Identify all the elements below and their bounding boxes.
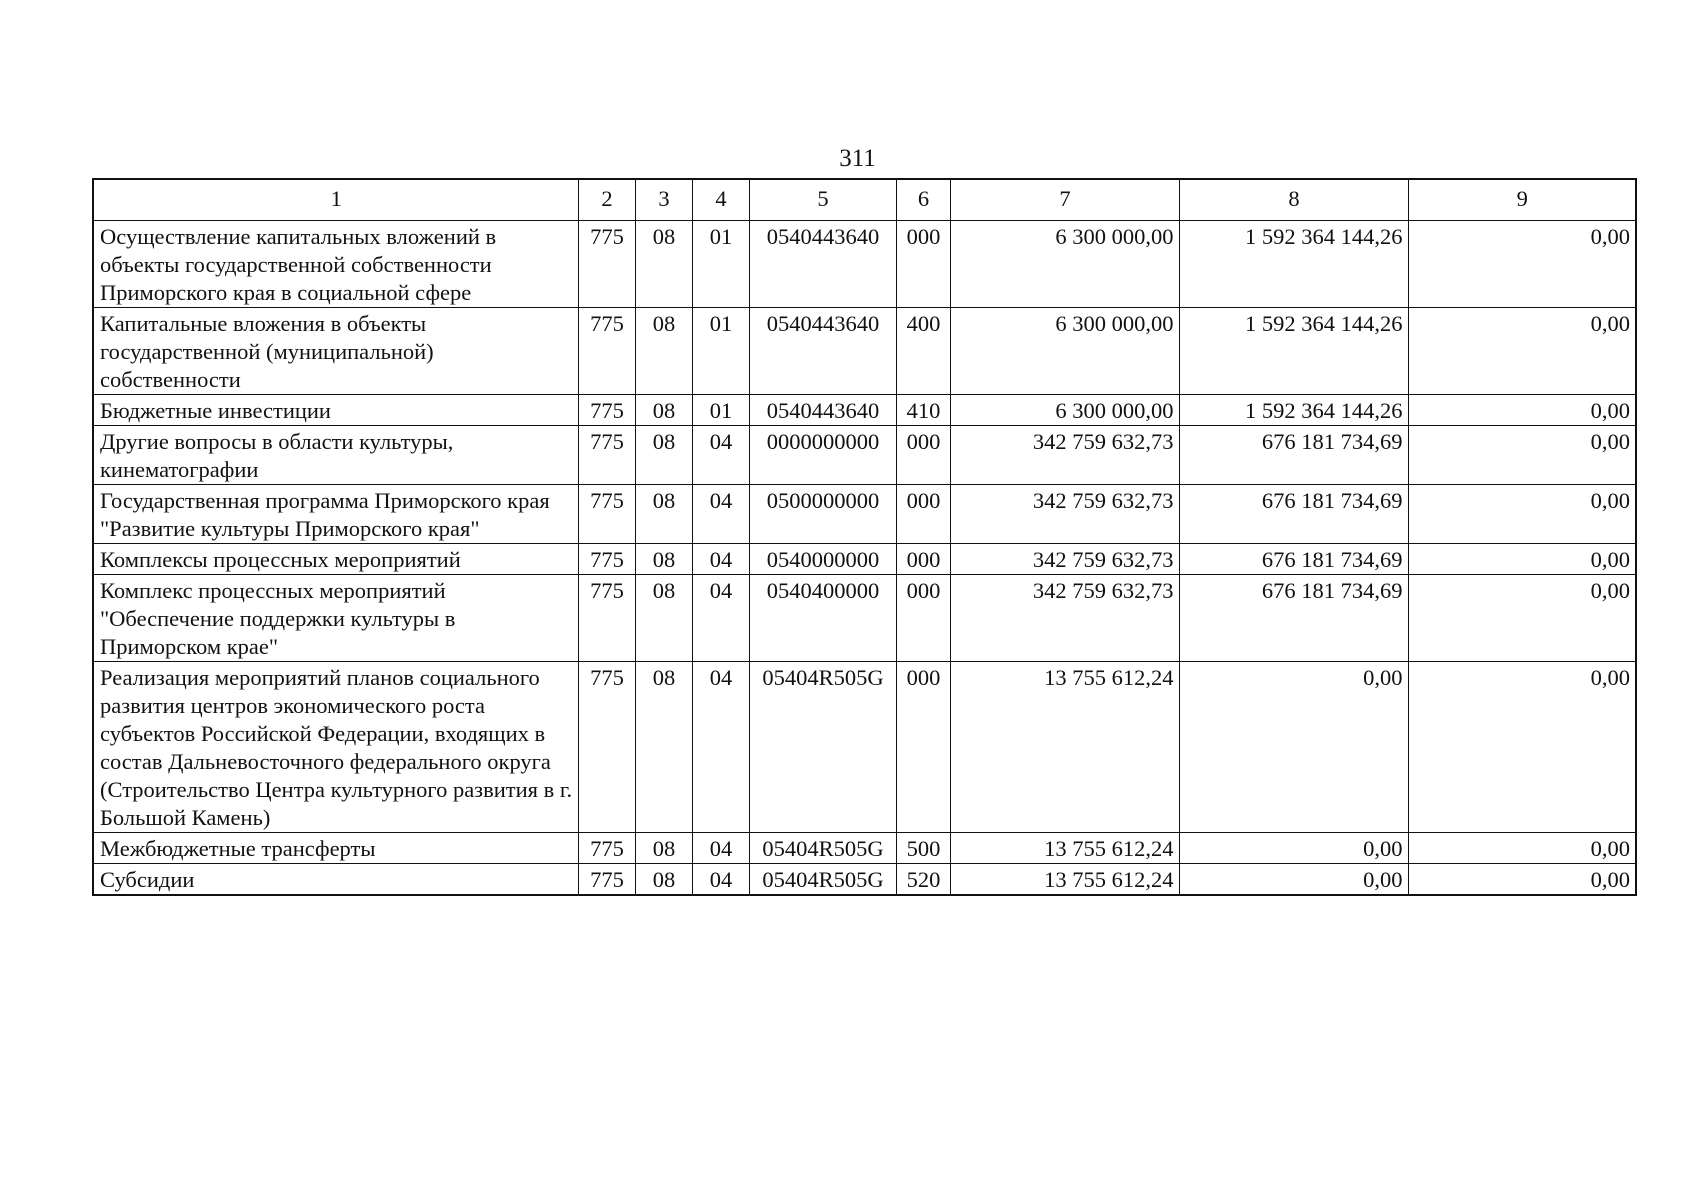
table-row [93, 308, 1636, 395]
cell-amount-9: 0,00 [1408, 308, 1636, 395]
cell-expense-type: 000 [896, 575, 950, 662]
cell-expense-type: 000 [896, 221, 950, 308]
cell-ministry-code: 775 [578, 833, 635, 864]
cell-amount-8: 676 181 734,69 [1179, 544, 1408, 575]
cell-amount-8: 0,00 [1179, 662, 1408, 833]
row-name: Бюджетные инвестиции [93, 395, 578, 426]
cell-section-code: 08 [635, 544, 692, 575]
cell-subsection-code: 04 [692, 485, 749, 544]
cell-amount-8: 1 592 364 144,26 [1179, 395, 1408, 426]
cell-amount-9: 0,00 [1408, 485, 1636, 544]
cell-amount-7: 342 759 632,73 [950, 544, 1179, 575]
cell-section-code: 08 [635, 426, 692, 485]
cell-amount-9: 0,00 [1408, 575, 1636, 662]
cell-subsection-code: 04 [692, 864, 749, 896]
header-row [93, 179, 1636, 221]
cell-amount-7: 6 300 000,00 [950, 221, 1179, 308]
row-name: Другие вопросы в области культуры, кинематографии [93, 426, 578, 485]
table-row [93, 833, 1636, 864]
page-number: 311 [839, 145, 876, 172]
cell-expense-type: 000 [896, 544, 950, 575]
cell-subsection-code: 04 [692, 662, 749, 833]
cell-target-code: 05404R505G [749, 833, 896, 864]
cell-ministry-code: 775 [578, 575, 635, 662]
cell-subsection-code: 01 [692, 395, 749, 426]
column-header: 4 [692, 179, 749, 221]
cell-target-code: 0000000000 [749, 426, 896, 485]
cell-subsection-code: 01 [692, 308, 749, 395]
cell-amount-7: 13 755 612,24 [950, 833, 1179, 864]
cell-target-code: 0540443640 [749, 395, 896, 426]
cell-amount-7: 342 759 632,73 [950, 575, 1179, 662]
cell-section-code: 08 [635, 221, 692, 308]
cell-target-code: 0540000000 [749, 544, 896, 575]
table-row [93, 662, 1636, 833]
cell-amount-8: 676 181 734,69 [1179, 426, 1408, 485]
cell-section-code: 08 [635, 575, 692, 662]
table-row [93, 485, 1636, 544]
cell-ministry-code: 775 [578, 864, 635, 896]
cell-amount-7: 342 759 632,73 [950, 485, 1179, 544]
table-row [93, 575, 1636, 662]
budget-table [92, 178, 1637, 896]
cell-section-code: 08 [635, 395, 692, 426]
column-header: 7 [950, 179, 1179, 221]
cell-amount-7: 13 755 612,24 [950, 662, 1179, 833]
column-header: 5 [749, 179, 896, 221]
cell-ministry-code: 775 [578, 426, 635, 485]
column-header: 8 [1179, 179, 1408, 221]
cell-subsection-code: 04 [692, 833, 749, 864]
cell-amount-9: 0,00 [1408, 864, 1636, 896]
cell-amount-8: 0,00 [1179, 833, 1408, 864]
column-header: 2 [578, 179, 635, 221]
table-row [93, 395, 1636, 426]
table-row [93, 864, 1636, 896]
cell-section-code: 08 [635, 662, 692, 833]
cell-expense-type: 400 [896, 308, 950, 395]
table-row [93, 221, 1636, 308]
column-header: 3 [635, 179, 692, 221]
cell-expense-type: 000 [896, 485, 950, 544]
cell-ministry-code: 775 [578, 395, 635, 426]
cell-amount-9: 0,00 [1408, 426, 1636, 485]
cell-section-code: 08 [635, 308, 692, 395]
cell-amount-8: 676 181 734,69 [1179, 575, 1408, 662]
cell-target-code: 0500000000 [749, 485, 896, 544]
column-header: 9 [1408, 179, 1636, 221]
table-row [93, 426, 1636, 485]
cell-ministry-code: 775 [578, 308, 635, 395]
cell-amount-9: 0,00 [1408, 544, 1636, 575]
cell-expense-type: 000 [896, 662, 950, 833]
cell-amount-8: 1 592 364 144,26 [1179, 221, 1408, 308]
cell-target-code: 0540443640 [749, 221, 896, 308]
row-name: Осуществление капитальных вложений в объекты государственной собственности Приморского края в социальной сфере [93, 221, 578, 308]
cell-section-code: 08 [635, 833, 692, 864]
cell-subsection-code: 04 [692, 575, 749, 662]
column-header: 6 [896, 179, 950, 221]
cell-amount-8: 1 592 364 144,26 [1179, 308, 1408, 395]
row-name: Капитальные вложения в объекты государственной (муниципальной) собственности [93, 308, 578, 395]
cell-amount-9: 0,00 [1408, 833, 1636, 864]
cell-subsection-code: 04 [692, 544, 749, 575]
row-name: Государственная программа Приморского края "Развитие культуры Приморского края" [93, 485, 578, 544]
cell-target-code: 0540443640 [749, 308, 896, 395]
cell-amount-7: 342 759 632,73 [950, 426, 1179, 485]
cell-section-code: 08 [635, 485, 692, 544]
row-name: Межбюджетные трансферты [93, 833, 578, 864]
cell-expense-type: 520 [896, 864, 950, 896]
row-name: Комплекс процессных мероприятий "Обеспечение поддержки культуры в Приморском крае" [93, 575, 578, 662]
cell-amount-7: 13 755 612,24 [950, 864, 1179, 896]
cell-ministry-code: 775 [578, 662, 635, 833]
cell-amount-8: 676 181 734,69 [1179, 485, 1408, 544]
cell-amount-7: 6 300 000,00 [950, 395, 1179, 426]
column-header: 1 [93, 179, 578, 221]
cell-target-code: 05404R505G [749, 662, 896, 833]
cell-amount-8: 0,00 [1179, 864, 1408, 896]
cell-subsection-code: 01 [692, 221, 749, 308]
cell-amount-9: 0,00 [1408, 395, 1636, 426]
cell-section-code: 08 [635, 864, 692, 896]
cell-subsection-code: 04 [692, 426, 749, 485]
cell-amount-9: 0,00 [1408, 221, 1636, 308]
cell-target-code: 05404R505G [749, 864, 896, 896]
cell-ministry-code: 775 [578, 485, 635, 544]
row-name: Субсидии [93, 864, 578, 896]
cell-ministry-code: 775 [578, 221, 635, 308]
row-name: Комплексы процессных мероприятий [93, 544, 578, 575]
cell-expense-type: 500 [896, 833, 950, 864]
cell-expense-type: 410 [896, 395, 950, 426]
cell-amount-7: 6 300 000,00 [950, 308, 1179, 395]
cell-ministry-code: 775 [578, 544, 635, 575]
cell-expense-type: 000 [896, 426, 950, 485]
cell-target-code: 0540400000 [749, 575, 896, 662]
table-row [93, 544, 1636, 575]
row-name: Реализация мероприятий планов социального развития центров экономического роста субъектов Российской Федерации, входящих в состав Дальневосточного федерального округа (Строительство Центра культурного развития в г. Большой Камень) [93, 662, 578, 833]
cell-amount-9: 0,00 [1408, 662, 1636, 833]
